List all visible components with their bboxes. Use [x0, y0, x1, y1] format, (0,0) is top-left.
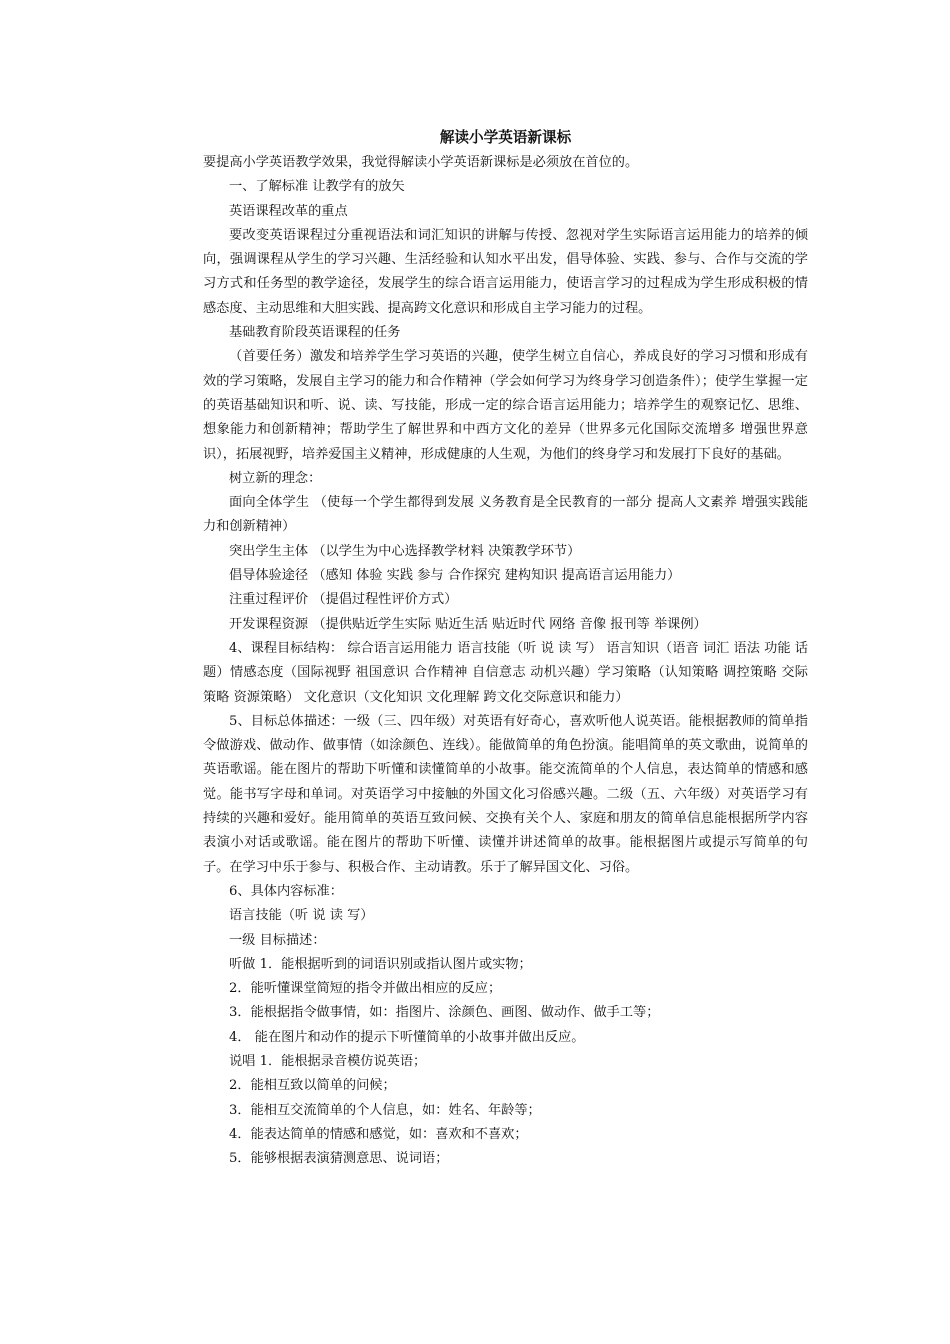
- paragraph: 6、具体内容标准：: [229, 883, 343, 899]
- paragraph: 4． 能在图片和动作的提示下听懂简单的小故事并做出反应。: [229, 1029, 585, 1045]
- paragraph: 4、课程目标结构： 综合语言运用能力 语言技能（听 说 读 写） 语言知识（语音 词汇 语法 功能 话题）情感态度（国际视野 祖国意识 合作精神 自信意志 动机兴趣）学习策略（认知策略 调控策略 交际策略 资源策略） 文化意识（文化知识 文化理解 跨文化交际意识和能力）: [203, 640, 808, 705]
- paragraph: 树立新的理念：: [229, 470, 322, 486]
- paragraph: 倡导体验途径 （感知 体验 实践 参与 合作探究 建构知识 提高语言运用能力）: [229, 568, 681, 584]
- paragraph: 基础教育阶段英语课程的任务: [229, 325, 401, 341]
- document-body: [203, 151, 808, 1171]
- paragraph: 2．能听懂课堂简短的指令并做出相应的反应；: [229, 981, 502, 997]
- paragraph: 2．能相互致以简单的问候；: [229, 1078, 396, 1094]
- paragraph: 语言技能（听 说 读 写）: [229, 908, 374, 924]
- paragraph: 听做 1．能根据听到的词语识别或指认图片或实物；: [229, 956, 532, 972]
- document-page: [203, 126, 808, 1171]
- paragraph: 要改变英语课程过分重视语法和词汇知识的讲解与传授、忽视对学生实际语言运用能力的培养的倾向，强调课程从学生的学习兴趣、生活经验和认知水平出发，倡导体验、实践、参与、合作与交流的学习方式和任务型的教学途径，发展学生的综合语言运用能力，使语言学习的过程成为学生形成积极的情感态度、主动思维和大胆实践、提高跨文化意识和形成自主学习能力的过程。: [203, 227, 808, 316]
- paragraph: （首要任务）激发和培养学生学习英语的兴趣，使学生树立自信心，养成良好的学习习惯和形成有效的学习策略，发展自主学习的能力和合作精神（学会如何学习为终身学习创造条件）；使学生掌握一定的英语基础知识和听、说、读、写技能，形成一定的综合语言运用能力；培养学生的观察记忆、思维、想象能力和创新精神；帮助学生了解世界和中西方文化的差异（世界多元化国际交流增多 增强世界意识），拓展视野，培养爱国主义精神，形成健康的人生观，为他们的终身学习和发展打下良好的基础。: [203, 349, 808, 462]
- paragraph: 3．能相互交流简单的个人信息，如：姓名、年龄等；: [229, 1102, 541, 1118]
- document-title: 解读小学英语新课标: [439, 129, 572, 146]
- paragraph: 一、了解标准 让教学有的放矢: [229, 179, 405, 195]
- paragraph: 4．能表达简单的情感和感觉，如：喜欢和不喜欢；: [229, 1126, 528, 1142]
- paragraph: 一级 目标描述：: [229, 932, 326, 948]
- paragraph: 说唱 1．能根据录音模仿说英语；: [229, 1053, 427, 1069]
- paragraph: 5、目标总体描述：一级（三、四年级）对英语有好奇心，喜欢听他人说英语。能根据教师的简单指令做游戏、做动作、做事情（如涂颜色、连线）。能做简单的角色扮演。能唱简单的英文歌曲，说简单的英语歌谣。能在图片的帮助下听懂和读懂简单的小故事。能交流简单的个人信息，表达简单的情感和感觉。能书写字母和单词。对英语学习中接触的外国文化习俗感兴趣。二级（五、六年级）对英语学习有持续的兴趣和爱好。能用简单的英语互致问候、交换有关个人、家庭和朋友的简单信息能根据所学内容表演小对话或歌谣。能在图片的帮助下听懂、读懂并讲述简单的故事。能根据图片或提示写简单的句子。在学习中乐于参与、积极合作、主动请教。乐于了解异国文化、习俗。: [203, 713, 808, 875]
- paragraph: 注重过程评价 （提倡过程性评价方式）: [229, 592, 458, 608]
- paragraph: 3．能根据指令做事情，如：指图片、涂颜色、画图、做动作、做手工等；: [229, 1005, 660, 1021]
- paragraph: 英语课程改革的重点: [229, 203, 348, 219]
- paragraph: 5．能够根据表演猜测意思、说词语；: [229, 1151, 449, 1167]
- paragraph: 突出学生主体 （以学生为中心选择教学材料 决策教学环节）: [229, 543, 581, 559]
- paragraph: 要提高小学英语教学效果，我觉得解读小学英语新课标是必须放在首位的。: [203, 155, 639, 170]
- paragraph: 开发课程资源 （提供贴近学生实际 贴近生活 贴近时代 网络 音像 报刊等 举课例）: [229, 616, 707, 632]
- paragraph: 面向全体学生 （使每一个学生都得到发展 义务教育是全民教育的一部分 提高人文素养 增强实践能力和创新精神）: [203, 495, 808, 535]
